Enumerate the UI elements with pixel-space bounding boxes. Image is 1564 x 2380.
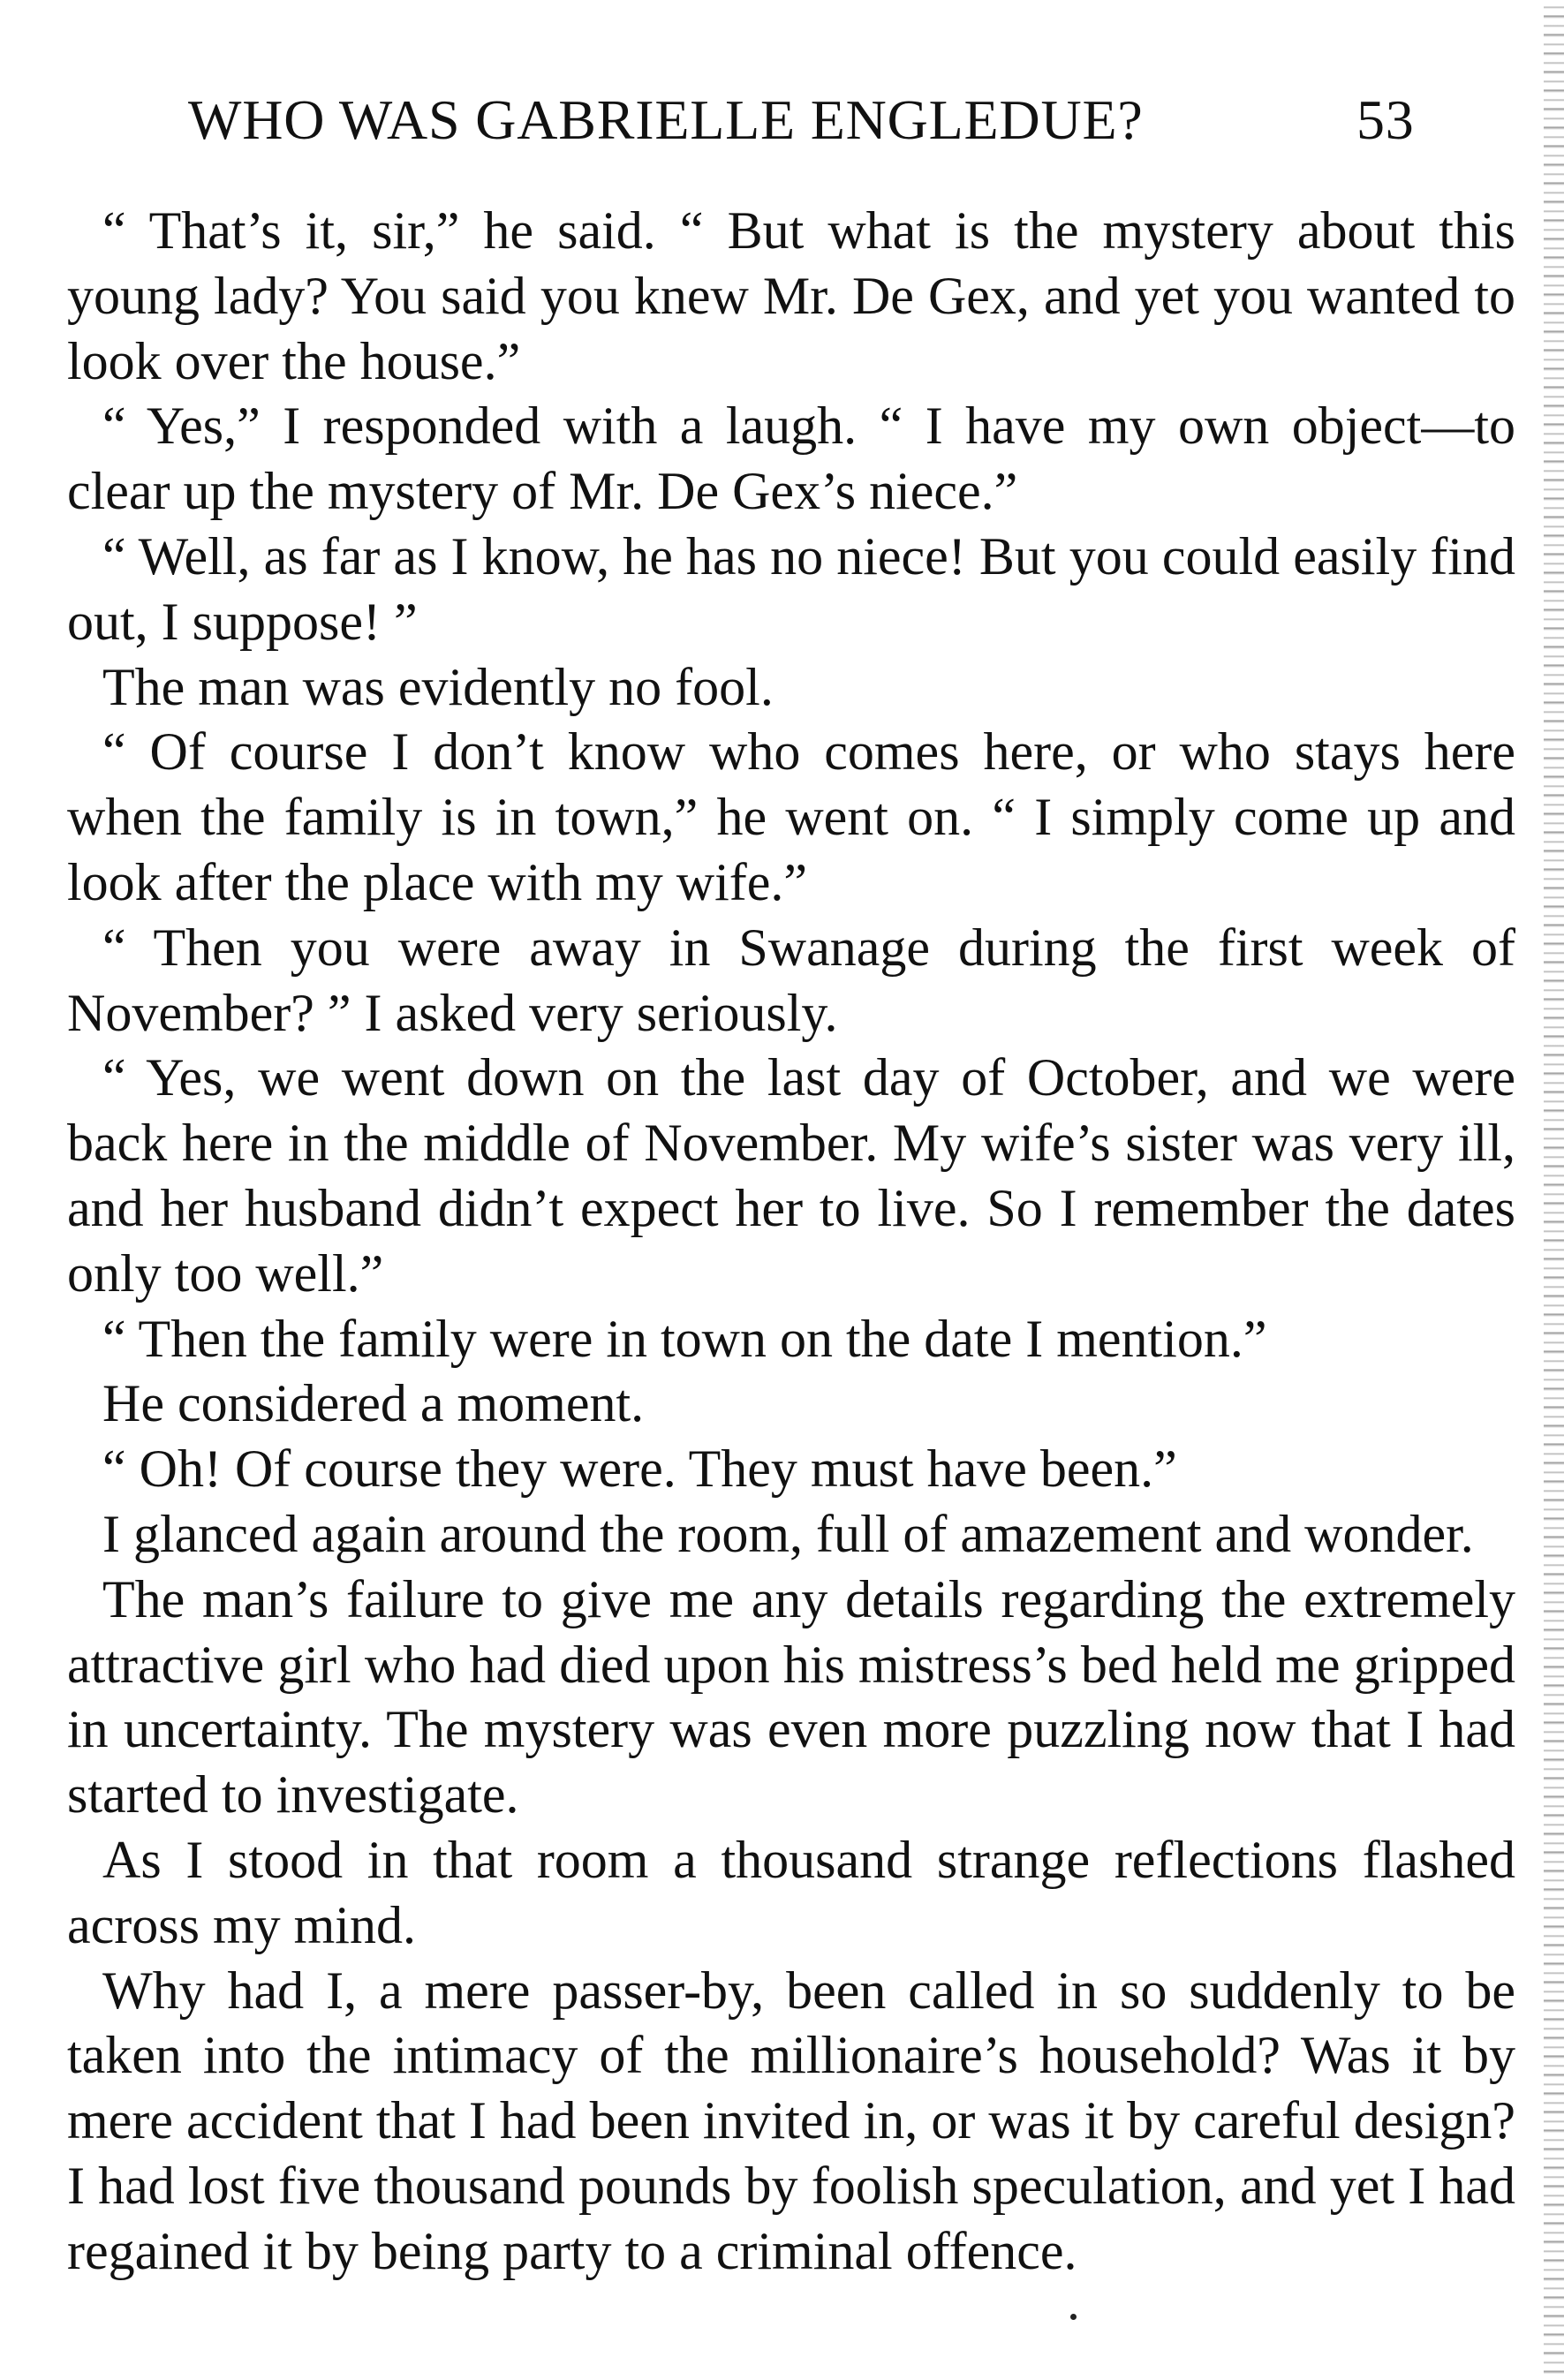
paragraph-12: The man’s failure to give me any details regarding the extremely attractive girl who had died upon his mistress’s bed held me gripped in uncertainty. The mystery was even more puzzling now that I had started to investigate.	[67, 1569, 1515, 1825]
ink-speck	[1070, 2314, 1077, 2320]
paragraph-5: “ Of course I don’t know who comes here, or who stays here when the family is in town,” he went on. “ I simply come up and look after the place with my wife.”	[67, 722, 1515, 911]
paragraph-4: The man was evidently no fool.	[102, 657, 774, 716]
paragraph-7: “ Yes, we went down on the last day of October, and we were back here in the middle of November. My wife’s sister was very ill, and her husband didn’t expect her to live. So I remember the dates only too well.”	[67, 1048, 1515, 1303]
paragraph-14: Why had I, a mere passer-by, been called in so suddenly to be taken into the intimacy of the millionaire’s household? Was it by mere accident that I had been invited in, or was it by careful design? I had lost five thousand pounds by foolish speculation, and yet I had regained it by being party to a criminal offence.	[67, 1961, 1515, 2280]
paragraph-11: I glanced again around the room, full of amazement and wonder.	[102, 1504, 1474, 1563]
paragraph-13: As I stood in that room a thousand strange reflections flashed across my mind.	[67, 1830, 1515, 1954]
running-head	[67, 85, 1515, 155]
body-text	[67, 199, 1515, 2285]
paragraph-8: “ Then the family were in town on the date I mention.”	[102, 1309, 1267, 1368]
paragraph-6: “ Then you were away in Swanage during the first week of November? ” I asked very seriously.	[67, 918, 1515, 1042]
paragraph-9: He considered a moment.	[102, 1374, 645, 1433]
running-head-title: WHO WAS GABRIELLE ENGLEDUE?	[188, 88, 1144, 151]
page-number: 53	[1356, 88, 1415, 151]
paragraph-2: “ Yes,” I responded with a laugh. “ I have my own object—to clear up the mystery of Mr. De Gex’s niece.”	[67, 397, 1515, 521]
paragraph-10: “ Oh! Of course they were. They must have been.”	[102, 1439, 1177, 1499]
scan-edge-shadow	[1544, 0, 1564, 2380]
paragraph-1: “ That’s it, sir,” he said. “ But what is the mystery about this young lady? You said you knew Mr. De Gex, and yet you wanted to look over the house.”	[67, 201, 1515, 390]
paragraph-3: “ Well, as far as I know, he has no niece! But you could easily find out, I suppose! ”	[67, 526, 1515, 651]
